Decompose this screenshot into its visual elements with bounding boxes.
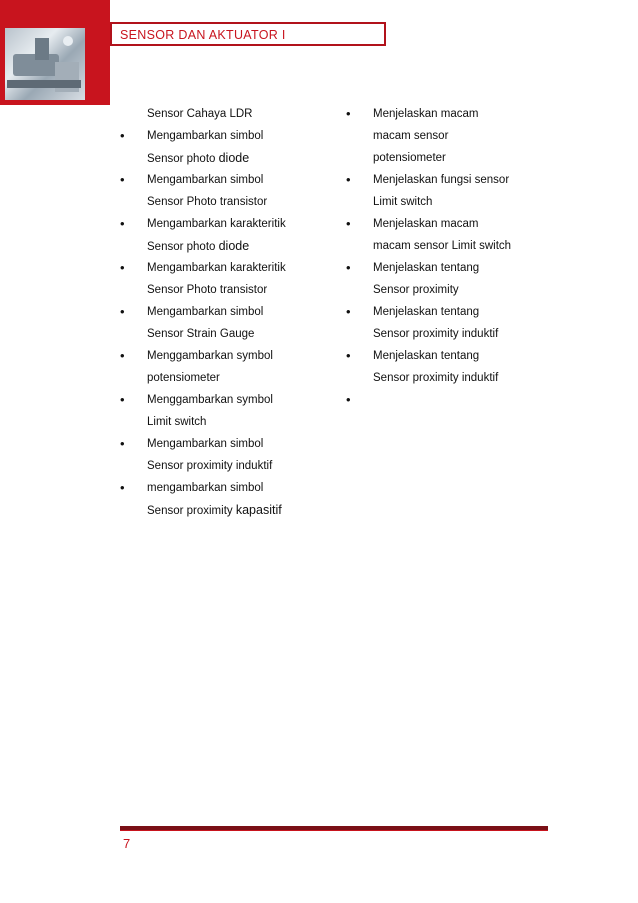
list-item-text: Menjelaskan tentang xyxy=(373,262,480,274)
header-red-band xyxy=(0,0,110,105)
list-item xyxy=(120,258,320,280)
bullet-icon: • xyxy=(346,392,351,407)
list-item xyxy=(120,192,320,214)
list-item xyxy=(120,390,320,412)
header-title-box xyxy=(110,22,386,46)
list-item xyxy=(346,214,536,236)
right-objectives-column xyxy=(346,104,536,412)
list-item xyxy=(120,170,320,192)
list-item xyxy=(120,302,320,324)
bullet-icon: • xyxy=(120,304,125,319)
list-item-text: Mengambarkan simbol xyxy=(147,306,264,318)
list-item-text: Sensor Cahaya LDR xyxy=(147,108,253,120)
list-item xyxy=(120,126,320,148)
list-item-text: Sensor Photo transistor xyxy=(147,284,268,296)
list-item-text: Mengambarkan karakteritik xyxy=(147,218,286,230)
list-item xyxy=(120,368,320,390)
list-item-text: Menjelaskan macam xyxy=(373,108,479,120)
list-item-text: Mengambarkan simbol xyxy=(147,174,264,186)
list-item xyxy=(346,258,536,280)
list-item-text: Sensor proximity induktif xyxy=(147,460,273,472)
bullet-icon: • xyxy=(120,392,125,407)
bullet-icon: • xyxy=(346,172,351,187)
list-item-text: potensiometer xyxy=(373,152,446,164)
list-item-text: Menggambarkan symbol xyxy=(147,350,273,362)
bullet-icon: • xyxy=(346,260,351,275)
bullet-icon: • xyxy=(120,260,125,275)
list-item xyxy=(120,236,320,258)
list-item xyxy=(346,368,536,390)
list-item-emphasis: diode xyxy=(218,151,250,165)
list-item xyxy=(346,346,536,368)
left-objectives-column xyxy=(120,104,320,522)
bullet-icon: • xyxy=(120,480,125,495)
bullet-icon: • xyxy=(120,216,125,231)
list-item-text: Menjelaskan macam xyxy=(373,218,479,230)
page-header-title: SENSOR DAN AKTUATOR I xyxy=(120,28,286,42)
list-item xyxy=(120,346,320,368)
list-item-text: Sensor proximity induktif xyxy=(373,372,499,384)
list-item xyxy=(120,324,320,346)
list-item-text: Limit switch xyxy=(373,196,433,208)
list-item-text: Sensor proximity xyxy=(373,284,459,296)
bullet-icon: • xyxy=(346,216,351,231)
list-item xyxy=(346,148,536,170)
list-item xyxy=(346,390,536,412)
list-item xyxy=(120,412,320,434)
bullet-icon: • xyxy=(120,172,125,187)
list-item-text: Menjelaskan tentang xyxy=(373,306,480,318)
bullet-icon: • xyxy=(120,128,125,143)
list-item-text: Menjelaskan tentang xyxy=(373,350,480,362)
list-item-text: Mengambarkan simbol xyxy=(147,438,264,450)
list-item xyxy=(120,280,320,302)
list-item-emphasis: kapasitif xyxy=(235,503,282,517)
list-item xyxy=(346,280,536,302)
bullet-icon: • xyxy=(346,348,351,363)
list-item-text: Sensor photo xyxy=(147,153,219,165)
list-item-text: Sensor proximity xyxy=(147,505,236,517)
list-item xyxy=(120,104,320,126)
list-item xyxy=(120,478,320,500)
list-item xyxy=(346,170,536,192)
list-item-text: Mengambarkan simbol xyxy=(147,130,264,142)
list-item-emphasis: diode xyxy=(218,239,250,253)
list-item-text: Sensor Strain Gauge xyxy=(147,328,255,340)
list-item xyxy=(120,500,320,522)
list-item-text: Sensor Photo transistor xyxy=(147,196,268,208)
bullet-icon: • xyxy=(120,436,125,451)
list-item xyxy=(346,192,536,214)
bullet-icon: • xyxy=(346,106,351,121)
list-item xyxy=(120,456,320,478)
list-item xyxy=(346,324,536,346)
list-item xyxy=(346,104,536,126)
list-item xyxy=(120,434,320,456)
list-item-text: macam sensor xyxy=(373,130,449,142)
list-item-text: macam sensor Limit switch xyxy=(373,240,512,252)
list-item xyxy=(346,126,536,148)
bullet-icon: • xyxy=(346,304,351,319)
footer-rule xyxy=(120,826,548,831)
list-item-text: potensiometer xyxy=(147,372,220,384)
list-item-text: Limit switch xyxy=(147,416,207,428)
list-item-text: Menggambarkan symbol xyxy=(147,394,273,406)
list-item-text: Sensor proximity induktif xyxy=(373,328,499,340)
list-item xyxy=(346,302,536,324)
list-item xyxy=(120,148,320,170)
list-item-text: Sensor photo xyxy=(147,241,219,253)
list-item-text: mengambarkan simbol xyxy=(147,482,264,494)
list-item xyxy=(120,214,320,236)
list-item-text: Mengambarkan karakteritik xyxy=(147,262,286,274)
page-number: 7 xyxy=(123,836,131,851)
bullet-icon: • xyxy=(120,348,125,363)
header-machine-photo xyxy=(5,28,85,100)
list-item xyxy=(346,236,536,258)
list-item-text: Menjelaskan fungsi sensor xyxy=(373,174,510,186)
